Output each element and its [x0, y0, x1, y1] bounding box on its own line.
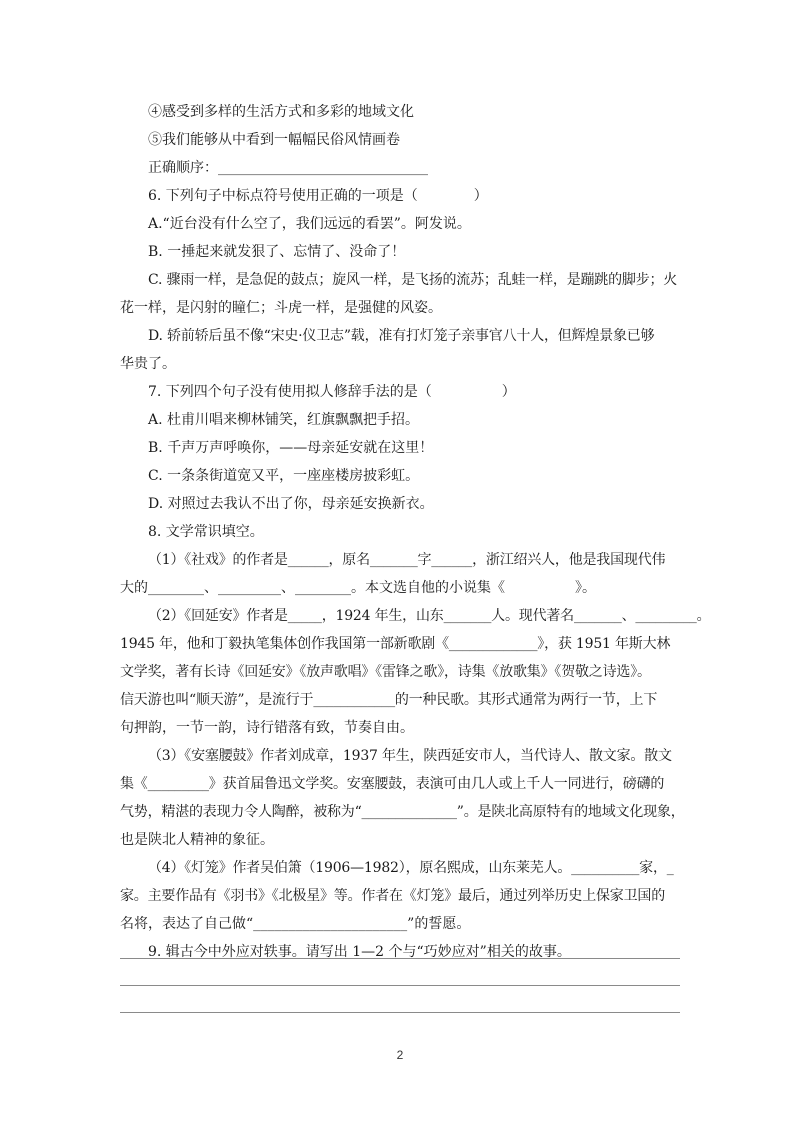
- text-line: 6. 下列句子中标点符号使用正确的一项是（ ）: [148, 188, 488, 204]
- text-line: ⑤我们能够从中看到一幅幅民俗风情画卷: [148, 132, 400, 148]
- page-number: 2: [396, 1048, 404, 1062]
- answer-line: [120, 985, 680, 986]
- text-line: D. 对照过去我认不出了你，母亲延安换新衣。: [148, 496, 434, 512]
- text-line: B. 一捶起来就发狠了、忘情了、没命了！: [148, 244, 406, 260]
- text-line: ④感受到多样的生活方式和多彩的地域文化: [148, 104, 414, 120]
- text-line: （2）《回延安》作者是_____，1924 年生，山东_______人。现代著名_______、_________。: [148, 608, 711, 624]
- answer-lines: [120, 958, 680, 1039]
- text-line: 集《_________》获首届鲁迅文学奖。安塞腰鼓，表演可由几人或上千人一同进行，磅礴的: [120, 776, 665, 792]
- text-line: 气势，精湛的表现力令人陶醉，被称为“______________”。是陕北高原特有的地域文化现象，: [120, 804, 685, 820]
- text-line: 文学奖，著有长诗《回延安》《放声歌唱》《雷锋之歌》，诗集《放歌集》《贺敬之诗选》。: [120, 664, 651, 680]
- text-line: （4）《灯笼》作者吴伯箫（1906—1982），原名熙成，山东莱芜人。__________家，_: [148, 860, 674, 876]
- text-line: C. 一条条街道宽又平，一座座楼房披彩虹。: [148, 468, 420, 484]
- text-line: 信天游也叫“顺天游”，是流行于____________的一种民歌。其形式通常为两行一节，上下: [120, 692, 658, 708]
- text-line: 9. 辑古今中外应对轶事。请写出 1—2 个与“巧妙应对”相关的故事。: [148, 944, 571, 960]
- text-line: B. 千声万声呼唤你，——母亲延安就在这里！: [148, 440, 434, 456]
- text-line: 7. 下列四个句子没有使用拟人修辞手法的是（ ）: [148, 384, 516, 400]
- text-line: 大的________、_________、________。本文选自他的小说集《 》。: [120, 580, 596, 596]
- text-line: A.“近台没有什么空了，我们远远的看罢”。阿发说。: [148, 216, 471, 232]
- text-line: 也是陕北人精神的象征。: [120, 832, 274, 848]
- text-line: （1）《社戏》的作者是______，原名_______字______，浙江绍兴人，他是我国现代伟: [148, 552, 666, 568]
- document-body: [120, 98, 711, 966]
- text-line: 家。主要作品有《羽书》《北极星》等。作者在《灯笼》最后，通过列举历史上保家卫国的: [120, 888, 665, 904]
- text-line: 句押韵，一节一韵，诗行错落有致，节奏自由。: [120, 720, 414, 736]
- text-line: 8. 文学常识填空。: [148, 524, 264, 540]
- text-line: 正确顺序：______________________________: [148, 160, 428, 176]
- text-line: D. 轿前轿后虽不像“宋史·仪卫志”载，准有打灯笼子亲事官八十人，但辉煌景象已够: [148, 328, 655, 344]
- text-line: A. 杜甫川唱来柳林铺笑，红旗飘飘把手招。: [148, 412, 420, 428]
- text-line: 1945 年，他和丁毅执笔集体创作我国第一部新歌剧《_____________》，获 1951 年斯大林: [120, 636, 671, 652]
- text-line: 华贵了。: [120, 356, 176, 372]
- text-line: 花一样，是闪射的瞳仁；斗虎一样，是强健的风姿。: [120, 300, 442, 316]
- text-line: （3）《安塞腰鼓》作者刘成章，1937 年生，陕西延安市人，当代诗人、散文家。散文: [148, 748, 672, 764]
- text-line: 名将，表达了自己做“______________________”的誓愿。: [120, 916, 471, 932]
- answer-line: [120, 1012, 680, 1013]
- text-line: C. 骤雨一样，是急促的鼓点；旋风一样，是飞扬的流苏；乱蛙一样，是蹦跳的脚步；火: [148, 272, 678, 288]
- answer-line: [120, 958, 680, 959]
